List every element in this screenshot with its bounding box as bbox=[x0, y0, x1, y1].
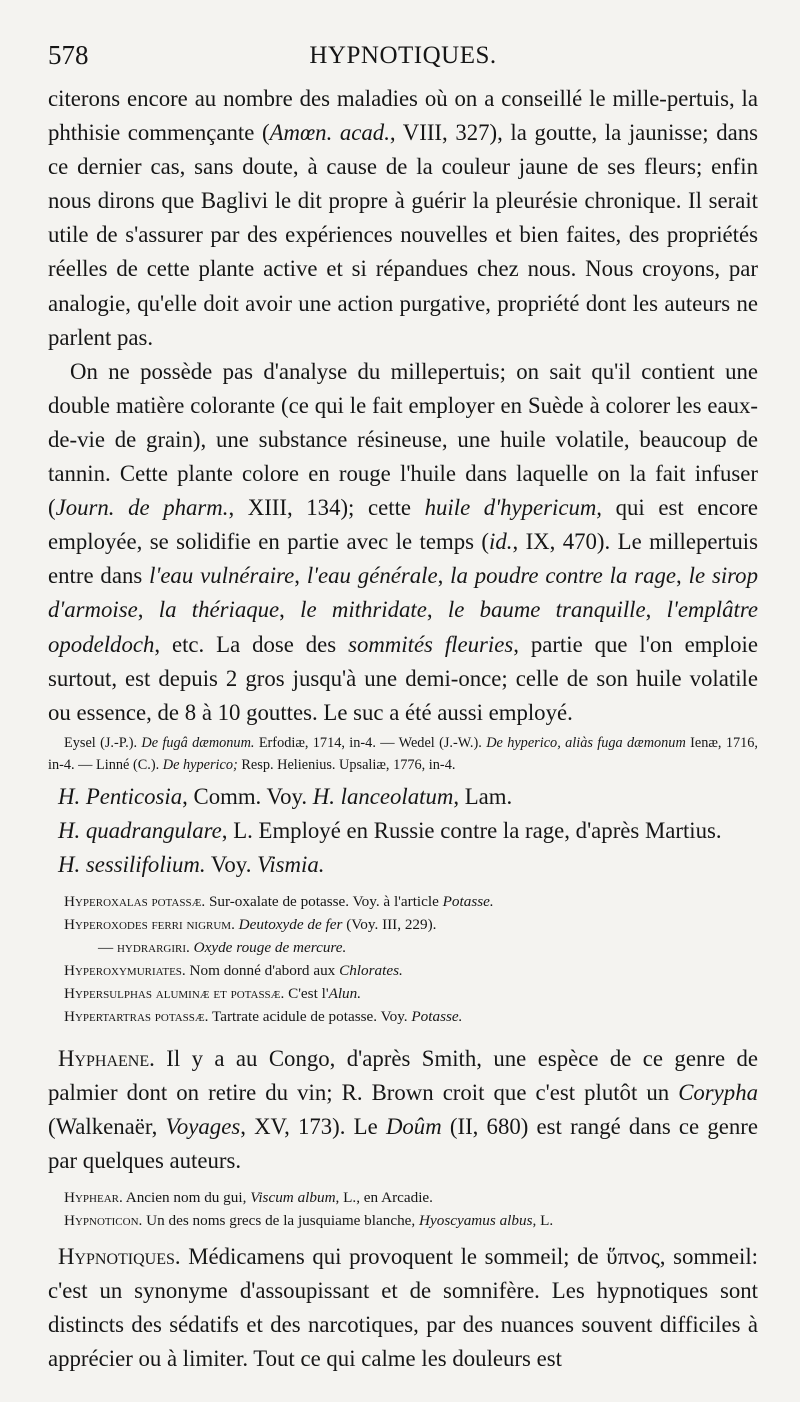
entry-hyphear: Hyphear. Ancien nom du gui, Viscum album, L., en Arcadie. bbox=[64, 1188, 433, 1206]
entry-hyperoxymuriates: Hyperoxymuriates. Nom donné d'abord aux Chlorates. bbox=[64, 961, 403, 979]
page-number: 578 bbox=[48, 40, 89, 70]
entry-hyperoxalas: Hyperoxalas potassæ. Sur-oxalate de potasse. Voy. à l'article Potasse. bbox=[64, 892, 494, 910]
entry-hypnoticon: Hypnoticon. Un des noms grecs de la jusquiame blanche, Hyoscyamus albus, L. bbox=[64, 1211, 554, 1229]
paragraph-millepertuis-maladies: citerons encore au nombre des maladies où on a conseillé le mille-pertuis, la phthisie commençante (Amœn. acad., VIII, 327), la goutte, la jaunisse; dans ce dernier cas, sans doute, à cause de la couleur jaune de ses fleurs; enfin nous dirons que Baglivi le dit propre à guérir la pleurésie chronique. Il serait utile de s'assurer par des expériences nouvelles et bien faites, des propriétés réelles de cette plante active et si répandues chez nous. Nous croyons, par analogie, qu'elle doit avoir une action purgative, propriété dont les auteurs ne parlent pas. bbox=[48, 86, 758, 350]
entry-hypnotiques: Hypnotiques. Médicamens qui provoquent le sommeil; de ὕπνος, sommeil: c'est un synonyme d'assoupissant et de somnifère. Les hypnotiques sont distincts des sédatifs et des narcotiques, par des nuances souvent difficiles à apprécier ou à limiter. Tout ce qui calme les douleurs est bbox=[48, 1243, 758, 1372]
entry-hyperoxodes-hydrargiri: — hydrargiri. Oxyde rouge de mercure. bbox=[98, 938, 347, 956]
running-head: HYPNOTIQUES. bbox=[309, 42, 497, 69]
entry-sessilifolium: H. sessilifolium. Voy. Vismia. bbox=[58, 851, 325, 877]
page-header bbox=[48, 36, 758, 80]
entry-hyperoxodes-ferri: Hyperoxodes ferri nigrum. Deutoxyde de fer (Voy. III, 229). bbox=[64, 915, 437, 933]
entry-penticosia: H. Penticosia, Comm. Voy. H. lanceolatum, Lam. bbox=[58, 783, 513, 809]
entry-hyphaene: Hyphaene. Il y a au Congo, d'après Smith, une espèce de ce genre de palmier dont on retire du vin; R. Brown croit que c'est plutôt un Corypha (Walkenaër, Voyages, XV, 173). Le Doûm (II, 680) est rangé dans ce genre par quelques auteurs. bbox=[48, 1045, 758, 1173]
entry-hypertartras: Hypertartras potassæ. Tartrate acidule de potasse. Voy. Potasse. bbox=[64, 1007, 463, 1025]
paragraph-millepertuis-composition: On ne possède pas d'analyse du millepertuis; on sait qu'il contient une double matière colorante (ce qui le fait employer en Suède à colorer les eaux-de-vie de grain), une substance résineuse, une huile volatile, beaucoup de tannin. Cette plante colore en rouge l'huile dans laquelle on la fait infuser (Journ. de pharm., XIII, 134); cette huile d'hypericum, qui est encore employée, se solidifie en partie avec le temps (id., IX, 470). Le millepertuis entre dans l'eau vulnéraire, l'eau générale, la poudre contre la rage, le sirop d'armoise, la thériaque, le mithridate, le baume tranquille, l'emplâtre opodeldoch, etc. La dose des sommités fleuries, partie que l'on emploie surtout, est depuis 2 gros jusqu'à une demi-once; celle de son huile volatile ou essence, de 8 à 10 gouttes. Le suc a été aussi employé. bbox=[48, 358, 759, 725]
bibliography-note: Eysel (J.-P.). De fugâ dæmonum. Erfodiæ, 1714, in-4. — Wedel (J.-W.). De hyperico, aliàs fuga dæmonum Ienæ, 1716, in-4. — Linné (C.). De hyperico; Resp. Helienius. Upsaliæ, 1776, in-4. bbox=[48, 734, 758, 773]
entry-hypersulphas: Hypersulphas aluminæ et potassæ. C'est l'Alun. bbox=[64, 984, 362, 1002]
entry-quadrangulare: H. quadrangulare, L. Employé en Russie contre la rage, d'après Martius. bbox=[58, 817, 722, 843]
